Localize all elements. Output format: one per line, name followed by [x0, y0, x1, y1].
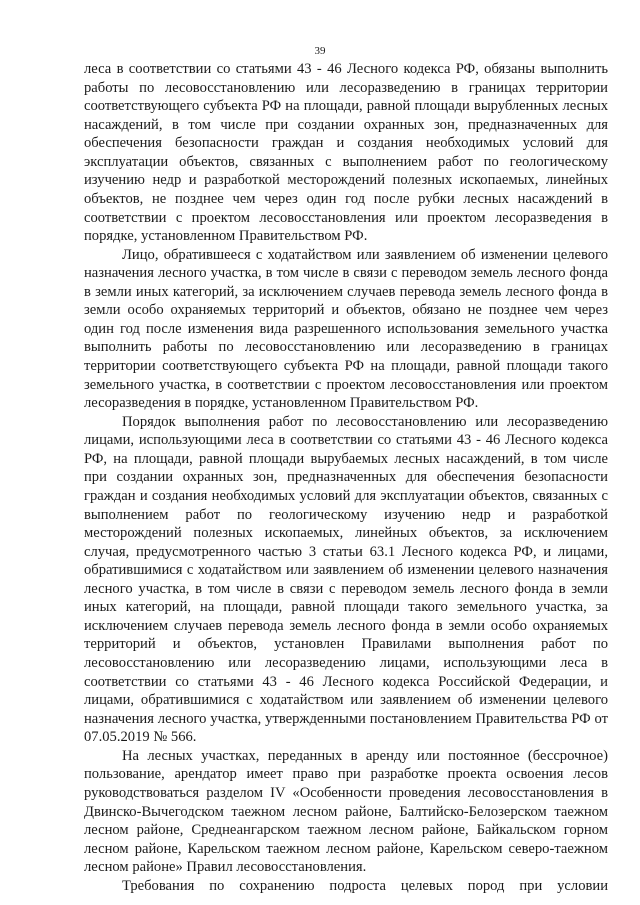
paragraph-leased-plots: На лесных участках, переданных в аренду или постоянное (бессрочное) пользование, арендатор имеет право при разработке проекта освоения лесов руководствоваться разделом IV «Особенности проведения лесовосстановления в Двинско-Вычегодском таежном лесном районе, Балтийско-Белозерском таежном лесном районе, Среднеангарском таежном лесном районе, Байкальском горном лесном районе, Карельском таежном лесном районе, Карельском северо-таежном лесном районе» Правил лесовосстановления.: [84, 747, 608, 876]
body-text: [84, 60, 608, 895]
paragraph-continuation: леса в соответствии со статьями 43 - 46 Лесного кодекса РФ, обязаны выполнить работы по лесовосстановлению или лесоразведению в границах территории соответствующего субъекта РФ на площади, равной площади вырубленных лесных насаждений, в том числе при создании охранных зон, предназначенных для обеспечения безопасности граждан и создания необходимых условий для эксплуатации объектов, связанных с выполнением работ по геологическому изучению недр и разработкой месторождений полезных ископаемых, линейных объектов, не позднее чем через один год после рубки лесных насаждений в соответствии с проектом лесовосстановления или проектом лесоразведения в порядке, установленном Правительством РФ.: [84, 61, 608, 245]
page-number: 39: [314, 45, 326, 57]
paragraph-applicant-obligation: Лицо, обратившееся с ходатайством или заявлением об изменении целевого назначения лесного участка, в том числе в связи с переводом земель лесного фонда в земли иных категорий, за исключением случаев перевода земель лесного фонда в земли особо охраняемых территорий и объектов, обязано не позднее чем через один год после изменения вида разрешенного использования земельного участка выполнить работы по лесовосстановлению или лесоразведению в границах территории соответствующего субъекта РФ на площади, равной площади такого земельного участка, в соответствии с проектом лесовосстановления или проектом лесоразведения в порядке, установленном Правительством РФ.: [84, 246, 608, 412]
paragraph-undergrowth-requirements: Требования по сохранению подроста целевых пород при условии: [122, 877, 608, 894]
paragraph-work-procedure: Порядок выполнения работ по лесовосстановлению или лесоразведению лицами, использующими леса в соответствии со статьями 43 - 46 Лесного кодекса РФ, на площади, равной площади вырубаемых лесных насаждений, в том числе при создании охранных зон, предназначенных для обеспечения безопасности граждан и создания необходимых условий для эксплуатации объектов, связанных с выполнением работ по геологическому изучению недр и разработкой месторождений полезных ископаемых, линейных объектов, за исключением случая, предусмотренного частью 3 статьи 63.1 Лесного кодекса РФ, и лицами, обратившимися с ходатайством или заявлением об изменении целевого назначения лесного участка, в том числе в связи с переводом земель лесного фонда в земли иных категорий, на площади, равной площади такого земельного участка, за исключением случаев перевода земель лесного фонда в земли особо охраняемых территорий и объектов, установлен Правилами выполнения работ по лесовосстановлению или лесоразведению лицами, использующими леса в соответствии со статьями 43 - 46 Лесного кодекса Российской Федерации, и лицами, обратившимися с ходатайством или заявлением об изменении целевого назначения лесного участка, утвержденными постановлением Правительства РФ от 07.05.2019 № 566.: [84, 413, 608, 746]
